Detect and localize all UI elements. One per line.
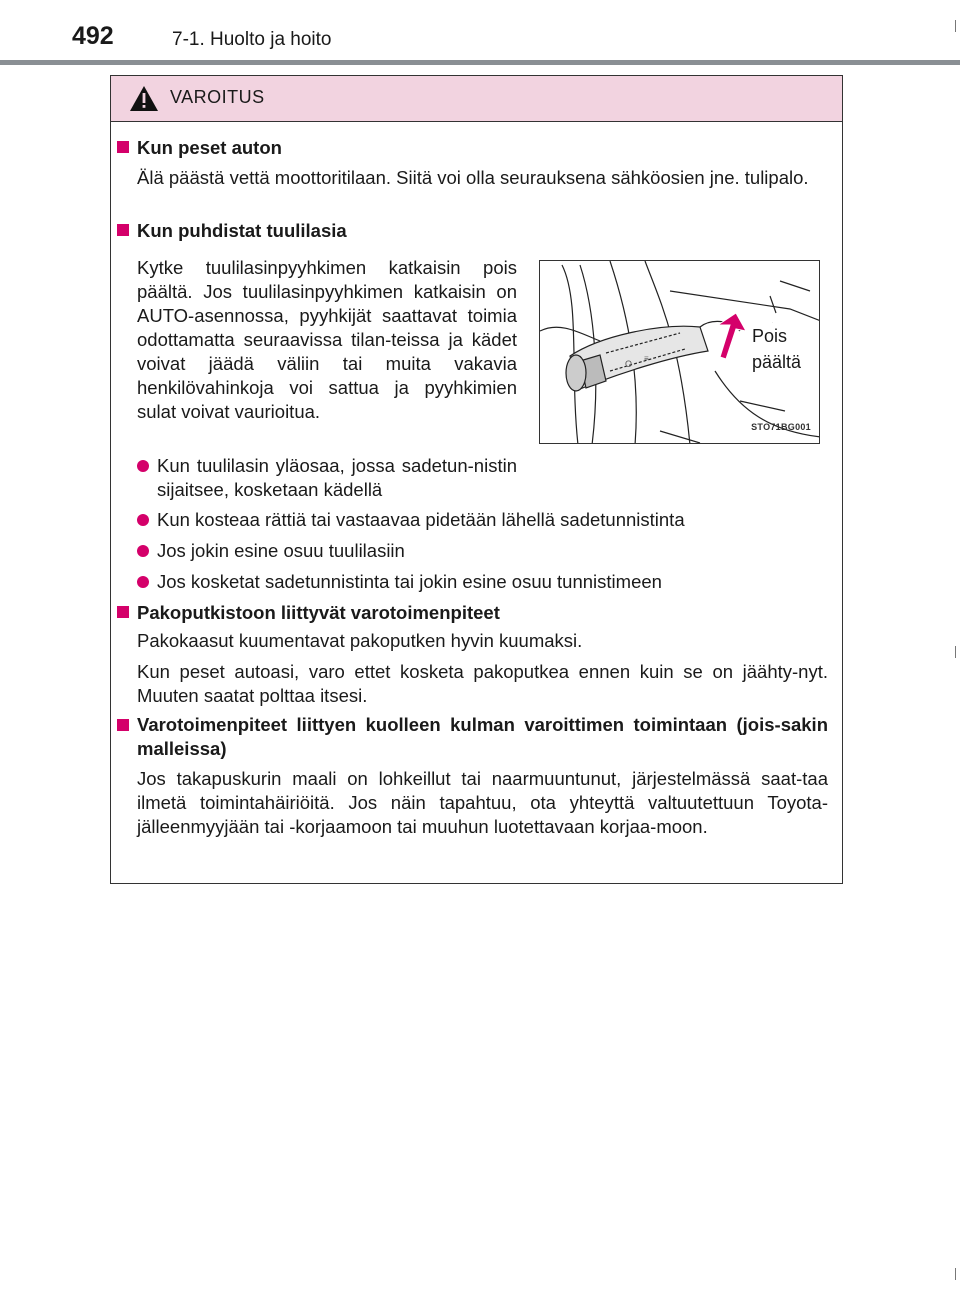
crop-mark bbox=[955, 20, 956, 32]
square-bullet-icon bbox=[117, 141, 129, 153]
figure-label-line: päältä bbox=[752, 352, 802, 372]
lever-marking: ≡ bbox=[644, 354, 649, 363]
lever-marking: O bbox=[625, 359, 633, 369]
page-number: 492 bbox=[72, 22, 114, 50]
warning-title: VAROITUS bbox=[170, 87, 265, 107]
header-rule bbox=[0, 60, 960, 65]
heading-text: Pakoputkistoon liittyvät varotoimenpiteet bbox=[137, 602, 500, 623]
paragraph: Pakokaasut kuumentavat pakoputken hyvin kuumaksi. bbox=[137, 630, 583, 651]
list-item-text: Jos kosketat sadetunnistinta tai jokin esine osuu tunnistimeen bbox=[157, 571, 662, 592]
heading-text: Kun peset auton bbox=[137, 137, 282, 158]
square-bullet-icon bbox=[117, 224, 129, 236]
warning-triangle-icon bbox=[129, 85, 159, 112]
paragraph: Kun peset autoasi, varo ettet kosketa pakoputkea ennen kuin se on jäähty-nyt. Muuten saatat polttaa itsesi. bbox=[137, 661, 828, 706]
crop-mark bbox=[955, 1268, 956, 1280]
warning-box bbox=[110, 75, 843, 884]
crop-mark bbox=[955, 646, 956, 658]
figure-label-line: Pois bbox=[752, 326, 788, 346]
figure-label-off bbox=[752, 323, 801, 375]
bullet-dot-icon bbox=[137, 460, 149, 472]
list-item-text: Kun kosteaa rättiä tai vastaavaa pidetään lähellä sadetunnistinta bbox=[157, 509, 685, 530]
heading-text: Kun puhdistat tuulilasia bbox=[137, 220, 347, 241]
figure-code: STO71BG001 bbox=[751, 422, 811, 432]
bullet-dot-icon bbox=[137, 576, 149, 588]
heading-text: Varotoimenpiteet liittyen kuolleen kulman varoittimen toimintaan (jois-sakin malleissa) bbox=[137, 714, 828, 759]
warning-header bbox=[111, 76, 842, 122]
paragraph: Kytke tuulilasinpyyhkimen katkaisin pois päältä. Jos tuulilasinpyyhkimen katkaisin on AUTO-asennossa, pyyhkijät saattavat toimia odottamatta seuraavissa tilan-teissa ja kädet voivat jäädä väliin tai muita vakavia henkilövahinkoja voi sattua ja pyyhkimien sulat voivat vaurioitua. bbox=[137, 257, 517, 422]
paragraph: Jos takapuskurin maali on lohkeillut tai naarmuuntunut, järjestelmässä saat-taa ilmetä toimintahäiriöitä. Jos näin tapahtuu, ota yhteyttä valtuutettuun Toyota-jälleenmyyjään tai -korjaamoon tai muuhun luotettavaan korjaa-moon. bbox=[137, 768, 828, 837]
section-heading bbox=[117, 136, 282, 160]
wiper-switch-figure bbox=[539, 260, 820, 444]
bullet-dot-icon bbox=[137, 545, 149, 557]
square-bullet-icon bbox=[117, 719, 129, 731]
list-item-text: Jos jokin esine osuu tuulilasiin bbox=[157, 540, 405, 561]
section-heading bbox=[117, 601, 500, 625]
paragraph: Älä päästä vettä moottoritilaan. Siitä voi olla seurauksena sähköosien jne. tulipalo. bbox=[137, 167, 809, 188]
bullet-dot-icon bbox=[137, 514, 149, 526]
section-heading bbox=[117, 713, 828, 761]
section-heading bbox=[117, 219, 347, 243]
list-item-text: Kun tuulilasin yläosaa, jossa sadetun-nistin sijaitsee, kosketaan kädellä bbox=[157, 455, 517, 500]
square-bullet-icon bbox=[117, 606, 129, 618]
section-title: 7-1. Huolto ja hoito bbox=[172, 29, 332, 50]
